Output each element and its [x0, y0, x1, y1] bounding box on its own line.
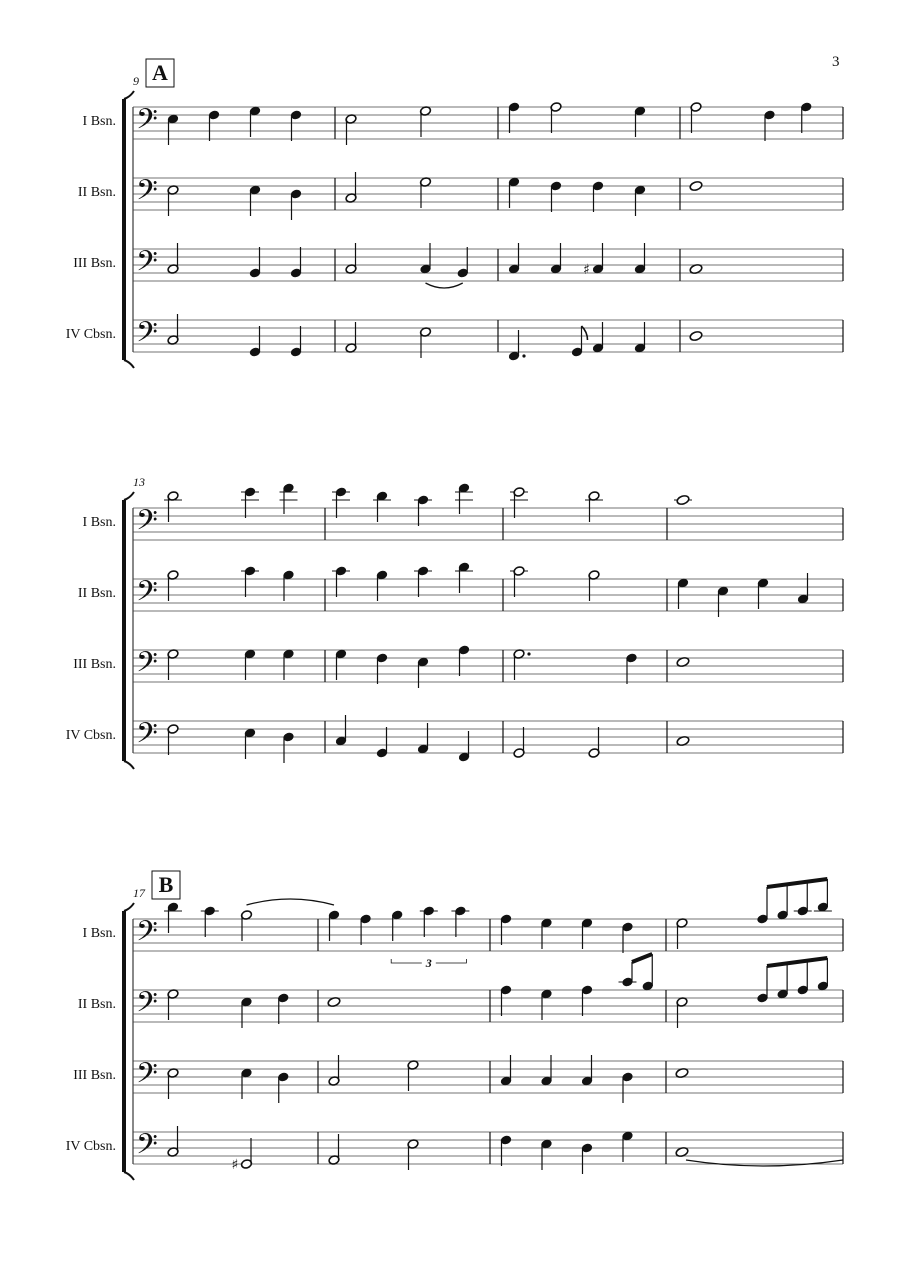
note [241, 487, 259, 518]
note [167, 1126, 179, 1157]
note [510, 487, 528, 518]
note [249, 326, 261, 357]
system-1 [66, 59, 843, 368]
note [376, 653, 388, 684]
sharp-icon: ♯ [231, 1157, 239, 1173]
note [571, 326, 587, 357]
note [676, 997, 688, 1028]
note [794, 906, 812, 917]
note [376, 570, 388, 601]
note [277, 1072, 289, 1103]
note [280, 483, 298, 514]
note [244, 728, 256, 759]
note [290, 247, 302, 278]
notehead [676, 494, 690, 505]
note [391, 910, 403, 941]
note [508, 102, 520, 133]
note [634, 185, 646, 216]
note [345, 243, 357, 274]
note [622, 922, 634, 953]
bass-clef-icon: 𝄢 [136, 646, 158, 686]
note [619, 977, 637, 988]
staff [73, 243, 843, 288]
instrument-name: II Bsn. [77, 185, 116, 200]
note [420, 243, 432, 274]
note [167, 114, 179, 145]
staff [78, 172, 843, 220]
bass-clef-icon: 𝄢 [136, 316, 158, 356]
note [407, 1139, 419, 1170]
note [328, 1134, 340, 1165]
note [290, 189, 302, 220]
instrument-name: III Bsn. [73, 256, 116, 271]
instrument-name: III Bsn. [73, 657, 116, 672]
note [335, 715, 347, 746]
note [455, 562, 473, 593]
note [634, 106, 646, 137]
bass-clef-icon: 𝄢 [136, 575, 158, 615]
bracket-top-hook [124, 91, 134, 99]
note [249, 247, 261, 278]
note [232, 1138, 253, 1173]
instrument-name: II Bsn. [77, 997, 116, 1012]
note [550, 102, 562, 133]
note [420, 906, 438, 937]
instrument-name: I Bsn. [82, 926, 116, 941]
note [328, 1055, 340, 1086]
note [426, 247, 469, 288]
note [360, 914, 372, 945]
note [500, 985, 512, 1016]
note [376, 727, 388, 758]
page-number: 3 [832, 54, 840, 70]
notehead [689, 330, 703, 341]
note [592, 181, 604, 212]
note [632, 954, 654, 991]
tuplet-number: 3 [425, 956, 432, 970]
staff [66, 1126, 843, 1174]
instrument-name: III Bsn. [73, 1068, 116, 1083]
note [588, 727, 600, 758]
staff [66, 314, 843, 361]
note [249, 185, 261, 216]
note [581, 1143, 593, 1174]
note [241, 997, 253, 1028]
note [290, 326, 302, 357]
note [541, 989, 553, 1020]
tie [686, 1160, 843, 1166]
note [249, 106, 261, 137]
note [420, 177, 432, 208]
staff [73, 1055, 843, 1103]
note [508, 243, 520, 274]
instrument-name: II Bsn. [77, 586, 116, 601]
bass-clef-icon: 𝄢 [136, 245, 158, 285]
staff [83, 483, 843, 544]
note [585, 491, 603, 522]
system-3 [66, 871, 843, 1180]
system-bracket [122, 99, 126, 360]
bracket-top-hook [124, 903, 134, 911]
note [345, 172, 357, 203]
bass-clef-icon: 𝄢 [136, 717, 158, 757]
bracket-bottom-hook [124, 360, 134, 368]
notehead [689, 180, 703, 191]
note [332, 487, 350, 518]
note [167, 989, 179, 1020]
note [345, 114, 357, 145]
note [689, 330, 703, 341]
sharp-icon: ♯ [583, 262, 590, 278]
instrument-name: I Bsn. [82, 114, 116, 129]
bass-clef-icon: 𝄢 [136, 504, 158, 544]
staff [83, 879, 843, 970]
note [622, 1131, 634, 1162]
note [513, 727, 525, 758]
note [167, 314, 179, 345]
instrument-name: IV Cbsn. [65, 728, 116, 743]
beam [767, 958, 827, 966]
note [592, 322, 604, 353]
note [510, 566, 528, 597]
system-2 [66, 475, 843, 769]
note [541, 1055, 553, 1086]
bass-clef-icon: 𝄢 [136, 1057, 158, 1097]
note [417, 657, 429, 688]
augmentation-dot [522, 354, 525, 357]
rehearsal-mark: B [158, 872, 174, 897]
note [581, 1055, 593, 1086]
note [414, 495, 432, 526]
staff [78, 954, 843, 1028]
note [167, 570, 179, 601]
note [622, 1072, 634, 1103]
note [283, 649, 295, 680]
staff [78, 562, 843, 617]
staff [73, 645, 843, 688]
note [550, 243, 562, 274]
note [241, 910, 253, 941]
note [283, 732, 295, 763]
bass-clef-icon: 𝄢 [136, 1128, 158, 1168]
note [164, 902, 182, 933]
note [541, 918, 553, 949]
note [283, 570, 295, 601]
note [241, 1068, 253, 1099]
note [674, 494, 692, 505]
note [634, 322, 646, 353]
measure-number: 13 [133, 475, 145, 489]
note [167, 724, 179, 755]
augmentation-dot [527, 652, 530, 655]
slur [247, 899, 335, 905]
note [458, 645, 470, 676]
note [391, 906, 469, 970]
note [588, 570, 600, 601]
note [508, 177, 520, 208]
note [290, 110, 302, 141]
bass-clef-icon: 𝄢 [136, 174, 158, 214]
note [541, 1139, 553, 1170]
system-bracket [122, 500, 126, 761]
note [345, 322, 357, 353]
bass-clef-icon: 𝄢 [136, 915, 158, 955]
note [417, 723, 429, 754]
measure-number: 9 [133, 74, 139, 88]
beam [767, 879, 827, 887]
instrument-name: IV Cbsn. [65, 1139, 116, 1154]
note [420, 327, 432, 358]
note [689, 180, 703, 191]
note [208, 110, 220, 141]
note [717, 586, 729, 617]
note [167, 649, 179, 680]
note [508, 330, 526, 361]
note [277, 993, 289, 1024]
note [458, 731, 470, 762]
note [634, 243, 646, 274]
note [550, 181, 562, 212]
note [373, 491, 391, 522]
note [407, 1060, 419, 1091]
note [335, 649, 347, 680]
note [513, 649, 531, 680]
bracket-bottom-hook [124, 1172, 134, 1180]
note [500, 914, 512, 945]
note [581, 985, 593, 1016]
note [500, 1135, 512, 1166]
note [800, 102, 812, 133]
rehearsal-mark: A [152, 60, 168, 85]
note [244, 649, 256, 680]
note [797, 573, 809, 604]
note [167, 1068, 179, 1099]
note [167, 185, 179, 216]
beam [632, 954, 652, 962]
bracket-top-hook [124, 492, 134, 500]
note [332, 566, 350, 597]
instrument-name: I Bsn. [82, 515, 116, 530]
note [167, 243, 179, 274]
note [581, 918, 593, 949]
note [626, 653, 638, 684]
note [414, 566, 432, 597]
note [500, 1055, 512, 1086]
bass-clef-icon: 𝄢 [136, 986, 158, 1026]
bracket-bottom-hook [124, 761, 134, 769]
note [455, 483, 473, 514]
note [201, 906, 219, 937]
note [420, 106, 432, 137]
bass-clef-icon: 𝄢 [136, 103, 158, 143]
note [764, 110, 776, 141]
measure-number: 17 [133, 886, 145, 900]
note [241, 566, 259, 597]
system-bracket [122, 911, 126, 1172]
note [164, 491, 182, 522]
note [690, 102, 702, 133]
staff [83, 102, 843, 145]
staff [66, 715, 843, 763]
note [677, 578, 689, 609]
slur [426, 283, 463, 288]
note [676, 918, 688, 949]
note [757, 578, 769, 609]
instrument-name: IV Cbsn. [65, 327, 116, 342]
